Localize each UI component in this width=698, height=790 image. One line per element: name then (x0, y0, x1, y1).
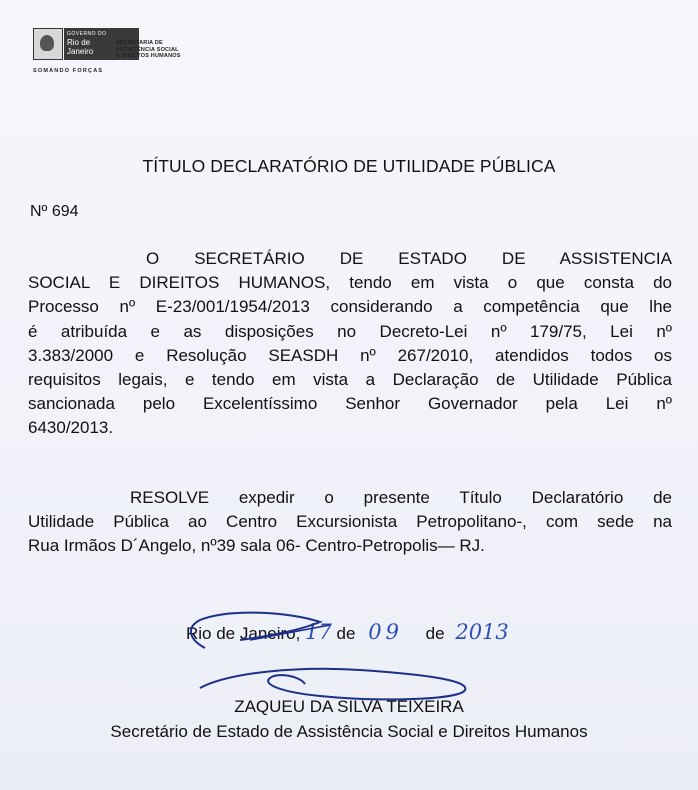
state-name-line2: Janeiro (67, 47, 94, 56)
paragraph-2-line: Utilidade Pública ao Centro Excursionista Petropolitano-, com sede na (28, 512, 672, 532)
dateline-year: 2013 (455, 620, 509, 644)
paragraph-1-line: Processo nº E-23/001/1954/2013 considerando a competência que lhe (28, 297, 672, 317)
state-name-line1: Rio de (67, 38, 91, 47)
dateline-sep1: de (336, 624, 356, 643)
dateline-day: 17 (305, 620, 332, 644)
signature-stroke-main (200, 669, 465, 700)
dateline-sep2: de (425, 624, 445, 643)
state-top-label: GOVERNO DO (67, 31, 107, 37)
document-number: Nº 694 (30, 203, 79, 220)
signature-strike (250, 625, 330, 640)
paragraph-2-line: RESOLVE expedir o presente Título Declaratório de (130, 488, 672, 507)
paragraph-1-line: 3.383/2000 e Resolução SEASDH nº 267/2010, atendidos todos os (28, 345, 672, 365)
dateline-month: 09 (368, 620, 403, 644)
paragraph-2-line: Rua Irmãos D´Angelo, nº39 sala 06- Centro-Petropolis— RJ. (28, 536, 485, 556)
paragraph-1-line: sancionada pelo Excelentíssimo Senhor Governador pela Lei nº (28, 394, 672, 414)
paragraph-1-line: 6430/2013. (28, 418, 114, 438)
motto: SOMANDO FORÇAS (33, 68, 104, 74)
dateline-place: Rio de Janeiro, (186, 624, 301, 643)
signatory-role: Secretário de Estado de Assistência Social e Direitos Humanos (110, 722, 588, 741)
department-line2: ASSISTÊNCIA SOCIAL (116, 46, 179, 53)
document-title: TÍTULO DECLARATÓRIO DE UTILIDADE PÚBLICA (142, 156, 556, 176)
department-line3: E DIREITOS HUMANOS (116, 53, 181, 59)
paragraph-1-line: requisitos legais, e tendo em vista a Declaração de Utilidade Pública (28, 370, 672, 390)
paragraph-1-line: SOCIAL E DIREITOS HUMANOS, tendo em vista o que consta do (28, 273, 672, 293)
paragraph-1-line: O SECRETÁRIO DE ESTADO DE ASSISTENCIA (146, 249, 672, 268)
department-line1: SECRETARIA DE (116, 40, 163, 46)
paragraph-1-line: é atribuída e as disposições no Decreto-Lei nº 179/75, Lei nº (28, 321, 672, 341)
signatory-name: ZAQUEU DA SILVA TEIXEIRA (234, 697, 464, 716)
